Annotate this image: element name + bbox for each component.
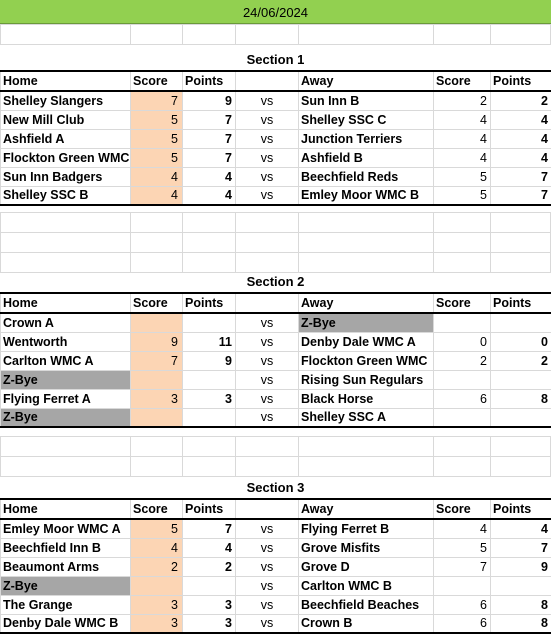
header-points[interactable]: Points bbox=[183, 499, 236, 519]
home-team-cell[interactable]: Z-Bye bbox=[1, 576, 131, 595]
away-score-cell[interactable] bbox=[434, 408, 491, 427]
vs-cell[interactable]: vs bbox=[236, 110, 299, 129]
away-points-cell[interactable] bbox=[491, 313, 551, 332]
away-score-cell[interactable]: 4 bbox=[434, 110, 491, 129]
vs-cell[interactable]: vs bbox=[236, 408, 299, 427]
grid-row-line bbox=[0, 456, 551, 457]
away-team-cell[interactable]: Carlton WMC B bbox=[299, 576, 434, 595]
header-score[interactable]: Score bbox=[434, 499, 491, 519]
header-points[interactable]: Points bbox=[491, 499, 551, 519]
away-score-cell[interactable]: 6 bbox=[434, 614, 491, 633]
grid-column-line bbox=[0, 212, 1, 272]
section-title: Section 1 bbox=[246, 52, 305, 67]
away-points-cell[interactable]: 2 bbox=[491, 91, 551, 110]
section-title: Section 2 bbox=[246, 274, 305, 289]
header-score[interactable]: Score bbox=[131, 499, 183, 519]
header-score[interactable]: Score bbox=[434, 293, 491, 313]
away-points-cell[interactable]: 4 bbox=[491, 129, 551, 148]
date-label: 24/06/2024 bbox=[242, 5, 309, 20]
away-score-cell[interactable]: 4 bbox=[434, 148, 491, 167]
away-score-cell[interactable]: 4 bbox=[434, 519, 491, 538]
table-row bbox=[1, 91, 551, 110]
vs-cell[interactable]: vs bbox=[236, 129, 299, 148]
away-team-cell[interactable]: Shelley SSC A bbox=[299, 408, 434, 427]
home-team-cell[interactable]: Flying Ferret A bbox=[1, 389, 131, 408]
home-team-cell[interactable]: New Mill Club bbox=[1, 110, 131, 129]
away-team-cell[interactable]: Denby Dale WMC A bbox=[299, 332, 434, 351]
away-team-cell[interactable]: Emley Moor WMC B bbox=[299, 186, 434, 205]
grid-row-line bbox=[0, 232, 551, 233]
home-points-cell[interactable]: 3 bbox=[183, 389, 236, 408]
home-points-cell[interactable]: 11 bbox=[183, 332, 236, 351]
header-score[interactable]: Score bbox=[131, 71, 183, 91]
home-points-cell[interactable]: 9 bbox=[183, 91, 236, 110]
header-points[interactable]: Points bbox=[183, 293, 236, 313]
grid-column-line bbox=[298, 212, 299, 272]
away-score-cell[interactable]: 4 bbox=[434, 129, 491, 148]
vs-cell[interactable]: vs bbox=[236, 557, 299, 576]
grid-row-line bbox=[0, 212, 551, 213]
header-spacer[interactable] bbox=[236, 293, 299, 313]
away-points-cell[interactable]: 8 bbox=[491, 614, 551, 633]
home-team-cell[interactable]: Ashfield A bbox=[1, 129, 131, 148]
grid-row-line bbox=[0, 252, 551, 253]
vs-cell[interactable]: vs bbox=[236, 313, 299, 332]
table-row bbox=[1, 332, 551, 351]
header-points[interactable]: Points bbox=[491, 293, 551, 313]
home-score-cell[interactable] bbox=[131, 576, 183, 595]
home-team-cell[interactable]: Beechfield Inn B bbox=[1, 538, 131, 557]
away-score-cell[interactable]: 7 bbox=[434, 557, 491, 576]
table-row bbox=[1, 370, 551, 389]
home-team-cell[interactable]: Sun Inn Badgers bbox=[1, 167, 131, 186]
away-points-cell[interactable]: 9 bbox=[491, 557, 551, 576]
section-title: Section 3 bbox=[246, 480, 305, 495]
grid-column-line bbox=[490, 212, 491, 272]
away-team-cell[interactable]: Flockton Green WMC bbox=[299, 351, 434, 370]
grid-column-line bbox=[130, 24, 131, 44]
home-team-cell[interactable]: Shelley SSC B bbox=[1, 186, 131, 205]
away-team-cell[interactable]: Junction Terriers bbox=[299, 129, 434, 148]
away-points-cell[interactable] bbox=[491, 408, 551, 427]
home-team-cell[interactable]: Beaumont Arms bbox=[1, 557, 131, 576]
away-points-cell[interactable]: 8 bbox=[491, 389, 551, 408]
home-score-cell[interactable]: 5 bbox=[131, 519, 183, 538]
table-row bbox=[1, 538, 551, 557]
home-team-cell[interactable]: The Grange bbox=[1, 595, 131, 614]
vs-cell[interactable]: vs bbox=[236, 519, 299, 538]
table-row bbox=[1, 519, 551, 538]
home-score-cell[interactable]: 3 bbox=[131, 389, 183, 408]
home-score-cell[interactable]: 7 bbox=[131, 351, 183, 370]
home-points-cell[interactable]: 4 bbox=[183, 186, 236, 205]
table-row bbox=[1, 110, 551, 129]
section-table bbox=[0, 292, 551, 428]
vs-cell[interactable]: vs bbox=[236, 595, 299, 614]
away-points-cell[interactable]: 2 bbox=[491, 351, 551, 370]
home-points-cell[interactable]: 7 bbox=[183, 519, 236, 538]
home-team-cell[interactable]: Z-Bye bbox=[1, 408, 131, 427]
header-points[interactable]: Points bbox=[491, 71, 551, 91]
home-points-cell[interactable] bbox=[183, 576, 236, 595]
grid-row-line bbox=[0, 436, 551, 437]
away-points-cell[interactable]: 7 bbox=[491, 538, 551, 557]
header-home[interactable]: Home bbox=[1, 293, 131, 313]
grid-row-line bbox=[0, 476, 551, 477]
away-score-cell[interactable]: 2 bbox=[434, 351, 491, 370]
table-row bbox=[1, 167, 551, 186]
table-row bbox=[1, 408, 551, 427]
home-score-cell[interactable]: 3 bbox=[131, 595, 183, 614]
home-points-cell[interactable]: 2 bbox=[183, 557, 236, 576]
table-row bbox=[1, 351, 551, 370]
grid-row-line bbox=[0, 24, 551, 25]
away-team-cell[interactable]: Black Horse bbox=[299, 389, 434, 408]
vs-cell[interactable]: vs bbox=[236, 351, 299, 370]
vs-cell[interactable]: vs bbox=[236, 332, 299, 351]
home-score-cell[interactable] bbox=[131, 370, 183, 389]
away-score-cell[interactable] bbox=[434, 370, 491, 389]
header-points[interactable]: Points bbox=[183, 71, 236, 91]
grid-row-line bbox=[0, 272, 551, 273]
home-points-cell[interactable]: 4 bbox=[183, 167, 236, 186]
table-row bbox=[1, 313, 551, 332]
away-score-cell[interactable]: 5 bbox=[434, 186, 491, 205]
away-score-cell[interactable] bbox=[434, 313, 491, 332]
table-row bbox=[1, 129, 551, 148]
vs-cell[interactable]: vs bbox=[236, 91, 299, 110]
home-score-cell[interactable]: 4 bbox=[131, 538, 183, 557]
away-points-cell[interactable]: 7 bbox=[491, 167, 551, 186]
grid-column-line bbox=[235, 212, 236, 272]
away-score-cell[interactable]: 0 bbox=[434, 332, 491, 351]
grid-column-line bbox=[490, 24, 491, 44]
away-points-cell[interactable]: 4 bbox=[491, 519, 551, 538]
section-table bbox=[0, 498, 551, 634]
away-points-cell[interactable] bbox=[491, 370, 551, 389]
away-points-cell[interactable] bbox=[491, 576, 551, 595]
away-team-cell[interactable]: Sun Inn B bbox=[299, 91, 434, 110]
home-score-cell[interactable]: 7 bbox=[131, 91, 183, 110]
home-team-cell[interactable]: Flockton Green WMC bbox=[1, 148, 131, 167]
home-points-cell[interactable] bbox=[183, 370, 236, 389]
away-team-cell[interactable]: Grove D bbox=[299, 557, 434, 576]
grid-column-line bbox=[182, 212, 183, 272]
header-score[interactable]: Score bbox=[131, 293, 183, 313]
section-table bbox=[0, 70, 551, 206]
table-row bbox=[1, 186, 551, 205]
home-score-cell[interactable]: 3 bbox=[131, 614, 183, 633]
table-row bbox=[1, 148, 551, 167]
vs-cell[interactable]: vs bbox=[236, 538, 299, 557]
home-team-cell[interactable]: Shelley Slangers bbox=[1, 91, 131, 110]
header-row bbox=[1, 499, 551, 519]
home-score-cell[interactable]: 5 bbox=[131, 110, 183, 129]
home-team-cell[interactable]: Denby Dale WMC B bbox=[1, 614, 131, 633]
home-score-cell[interactable]: 5 bbox=[131, 148, 183, 167]
table-row bbox=[1, 389, 551, 408]
home-score-cell[interactable]: 2 bbox=[131, 557, 183, 576]
home-points-cell[interactable] bbox=[183, 313, 236, 332]
away-score-cell[interactable]: 6 bbox=[434, 389, 491, 408]
vs-cell[interactable]: vs bbox=[236, 148, 299, 167]
away-points-cell[interactable]: 4 bbox=[491, 110, 551, 129]
vs-cell[interactable]: vs bbox=[236, 186, 299, 205]
away-points-cell[interactable]: 8 bbox=[491, 595, 551, 614]
grid-column-line bbox=[0, 24, 1, 44]
header-away[interactable]: Away bbox=[299, 293, 434, 313]
grid-column-line bbox=[130, 212, 131, 272]
home-points-cell[interactable]: 7 bbox=[183, 129, 236, 148]
grid-column-line bbox=[235, 24, 236, 44]
date-header[interactable] bbox=[0, 0, 551, 24]
home-score-cell[interactable] bbox=[131, 313, 183, 332]
home-score-cell[interactable]: 5 bbox=[131, 129, 183, 148]
away-team-cell[interactable]: Beechfield Reds bbox=[299, 167, 434, 186]
header-home[interactable]: Home bbox=[1, 499, 131, 519]
home-team-cell[interactable]: Emley Moor WMC A bbox=[1, 519, 131, 538]
grid-row-line bbox=[0, 44, 551, 45]
header-away[interactable]: Away bbox=[299, 499, 434, 519]
away-score-cell[interactable]: 6 bbox=[434, 595, 491, 614]
away-score-cell[interactable]: 5 bbox=[434, 538, 491, 557]
away-team-cell[interactable]: Flying Ferret B bbox=[299, 519, 434, 538]
vs-cell[interactable]: vs bbox=[236, 576, 299, 595]
header-home[interactable]: Home bbox=[1, 71, 131, 91]
away-score-cell[interactable] bbox=[434, 576, 491, 595]
table-row bbox=[1, 576, 551, 595]
header-row bbox=[1, 293, 551, 313]
home-points-cell[interactable]: 3 bbox=[183, 595, 236, 614]
away-team-cell[interactable]: Ashfield B bbox=[299, 148, 434, 167]
vs-cell[interactable]: vs bbox=[236, 370, 299, 389]
home-points-cell[interactable]: 4 bbox=[183, 538, 236, 557]
vs-cell[interactable]: vs bbox=[236, 167, 299, 186]
away-score-cell[interactable]: 5 bbox=[434, 167, 491, 186]
away-team-cell[interactable]: Shelley SSC C bbox=[299, 110, 434, 129]
away-points-cell[interactable]: 4 bbox=[491, 148, 551, 167]
home-score-cell[interactable] bbox=[131, 408, 183, 427]
home-points-cell[interactable]: 3 bbox=[183, 614, 236, 633]
home-points-cell[interactable]: 7 bbox=[183, 148, 236, 167]
away-team-cell[interactable]: Rising Sun Regulars bbox=[299, 370, 434, 389]
header-row bbox=[1, 71, 551, 91]
away-score-cell[interactable]: 2 bbox=[434, 91, 491, 110]
away-team-cell[interactable]: Beechfield Beaches bbox=[299, 595, 434, 614]
home-points-cell[interactable]: 9 bbox=[183, 351, 236, 370]
home-team-cell[interactable]: Wentworth bbox=[1, 332, 131, 351]
home-score-cell[interactable]: 9 bbox=[131, 332, 183, 351]
home-score-cell[interactable]: 4 bbox=[131, 186, 183, 205]
header-spacer[interactable] bbox=[236, 71, 299, 91]
header-spacer[interactable] bbox=[236, 499, 299, 519]
grid-column-line bbox=[182, 24, 183, 44]
away-points-cell[interactable]: 7 bbox=[491, 186, 551, 205]
vs-cell[interactable]: vs bbox=[236, 389, 299, 408]
away-team-cell[interactable]: Grove Misfits bbox=[299, 538, 434, 557]
table-row bbox=[1, 557, 551, 576]
home-team-cell[interactable]: Carlton WMC A bbox=[1, 351, 131, 370]
away-team-cell[interactable]: Crown B bbox=[299, 614, 434, 633]
header-score[interactable]: Score bbox=[434, 71, 491, 91]
table-row bbox=[1, 595, 551, 614]
header-away[interactable]: Away bbox=[299, 71, 434, 91]
grid-column-line bbox=[298, 24, 299, 44]
away-team-cell[interactable]: Z-Bye bbox=[299, 313, 434, 332]
table-row bbox=[1, 614, 551, 633]
home-score-cell[interactable]: 4 bbox=[131, 167, 183, 186]
home-points-cell[interactable] bbox=[183, 408, 236, 427]
grid-column-line bbox=[433, 24, 434, 44]
vs-cell[interactable]: vs bbox=[236, 614, 299, 633]
home-team-cell[interactable]: Crown A bbox=[1, 313, 131, 332]
away-points-cell[interactable]: 0 bbox=[491, 332, 551, 351]
grid-column-line bbox=[433, 212, 434, 272]
home-points-cell[interactable]: 7 bbox=[183, 110, 236, 129]
home-team-cell[interactable]: Z-Bye bbox=[1, 370, 131, 389]
